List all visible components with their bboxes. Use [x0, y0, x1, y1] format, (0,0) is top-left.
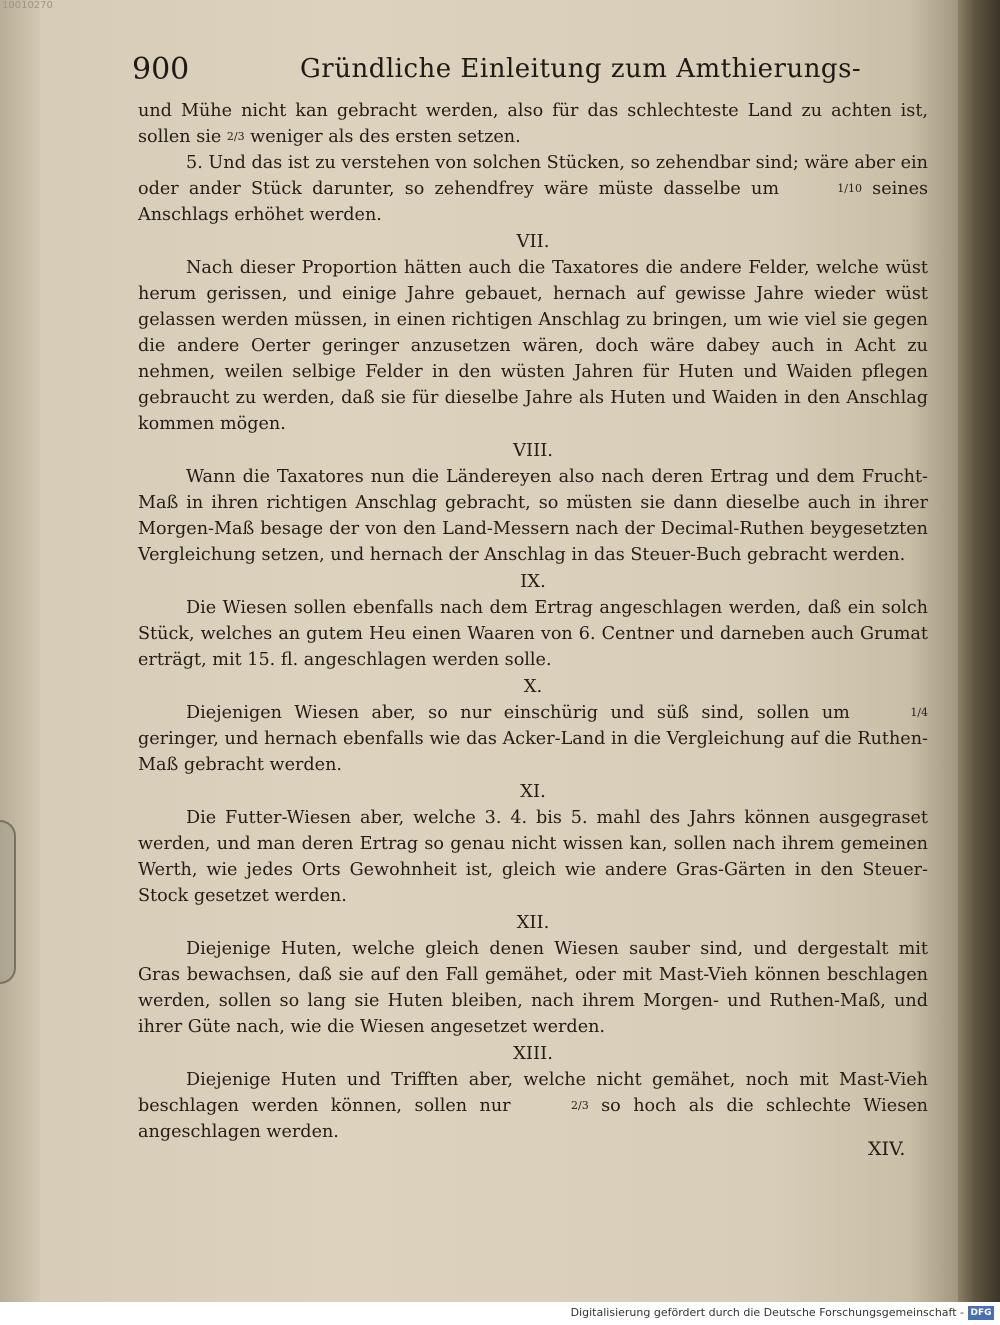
- dfg-logo: DFG: [968, 1306, 994, 1320]
- funding-credit: Digitalisierung gefördert durch die Deutsche Forschungsgemeinschaft -: [570, 1306, 964, 1319]
- paragraph-5-end: seines Anschlags erhöhet werden.: [138, 179, 929, 225]
- paragraph-intro-end: weniger als des ersten setzen.: [250, 127, 521, 147]
- section-heading-viii: VIII.: [512, 440, 554, 461]
- paragraph-xi: Die Futter-Wiesen aber, welche 3. 4. bis 5. mahl des Jahrs können ausgegraset werden, und man deren Ertrag so genau nicht wissen kan, sollen nach ihrem gemeinen Werth, wie jedes Orts Gewohnheit ist, gleich wie andere Gras-Gärten in den Steuer-Stock gesetzet werden.: [138, 808, 928, 906]
- page-number: 900: [132, 52, 190, 87]
- page-header: [132, 52, 932, 92]
- paragraph-5: [138, 150, 928, 228]
- paragraph-xiii-text: Diejenige Huten und Trifften aber, welche nicht gemähet, noch mit Mast-Vieh beschlagen werden können, sollen nur: [138, 1070, 928, 1116]
- section-heading-xii: XII.: [516, 912, 550, 933]
- running-head: Gründliche Einleitung zum Amthierungs-: [300, 54, 862, 84]
- paragraph-5-text: 5. Und das ist zu verstehen von solchen Stücken, so zehendbar sind; wäre aber ein oder ander Stück darunter, so zehendfrey wäre müste dasselbe um: [138, 153, 928, 199]
- paragraph-x: [138, 700, 928, 778]
- book-gutter: [0, 0, 40, 1302]
- page-body: [138, 98, 928, 1145]
- paragraph-ix: Die Wiesen sollen ebenfalls nach dem Ertrag angeschlagen werden, daß ein solch Stück, welches an gutem Heu einen Waaren von 6. Centner und darneben auch Grumat erträgt, mit 15. fl. angeschlagen werden solle.: [138, 598, 928, 670]
- paragraph-xiii: [138, 1067, 928, 1145]
- page-clip: [0, 820, 16, 984]
- paragraph-x-text: Diejenigen Wiesen aber, so nur einschürig und süß sind, sollen um: [186, 703, 850, 723]
- page-edge-shadow: [958, 0, 1000, 1302]
- paragraph-viii: Wann die Taxatores nun die Ländereyen also nach deren Ertrag und dem Frucht-Maß in ihren richtigen Anschlag gebracht, so müsten sie dann dieselbe auch in ihrer Morgen-Maß besage der von den Land-Messern nach der Decimal-Ruthen beygesetzten Vergleichung setzen, und hernach der Anschlag in das Steuer-Buch gebracht werden.: [138, 467, 928, 565]
- scan-label: 10010270: [2, 0, 53, 11]
- paragraph-x-end: geringer, und hernach ebenfalls wie das Acker-Land in die Vergleichung auf die Ruthen-Maß gebracht werden.: [138, 729, 928, 775]
- paragraph-intro: [138, 98, 928, 150]
- fraction: 2/3: [571, 1099, 589, 1112]
- paragraph-vii: Nach dieser Proportion hätten auch die Taxatores die andere Felder, welche wüst herum gerissen, und einige Jahre gebauet, hernach auf gewisse Jahre wieder wüst gelassen werden müssen, in einen richtigen Anschlag zu bringen, um wie viel sie gegen die andere Oerter geringer anzusetzen wären, doch wäre dabey auch in Acht zu nehmen, weilen selbige Felder in den wüsten Jahren für Huten und Waiden pflegen gebraucht zu werden, daß sie für dieselbe Jahre als Huten und Waiden in den Anschlag kommen mögen.: [138, 258, 928, 434]
- section-heading-x: X.: [523, 676, 543, 697]
- section-heading-xi: XI.: [520, 781, 546, 802]
- footer-bar: [0, 1302, 1000, 1325]
- catchword: XIV.: [868, 1138, 906, 1160]
- fraction: 2/3: [226, 130, 245, 143]
- section-heading-vii: VII.: [516, 231, 550, 252]
- paragraph-intro-text: und Mühe nicht kan gebracht werden, also für das schlechteste Land zu achten ist, sollen sie: [138, 101, 928, 147]
- paragraph-xii: Diejenige Huten, welche gleich denen Wiesen sauber sind, und dergestalt mit Gras bewachsen, daß sie auf den Fall gemähet, oder mit Mast-Vieh können beschlagen werden, sollen so lang sie Huten bleiben, nach ihrem Morgen- und Ruthen-Maß, und ihrer Güte nach, wie die Wiesen angesetzet werden.: [138, 939, 928, 1037]
- fraction: 1/10: [837, 182, 862, 195]
- section-heading-ix: IX.: [520, 571, 546, 592]
- fraction: 1/4: [910, 706, 929, 719]
- section-heading-xiii: XIII.: [513, 1043, 553, 1064]
- paragraph-xiii-end: so hoch als die schlechte Wiesen angeschlagen werden.: [138, 1096, 928, 1142]
